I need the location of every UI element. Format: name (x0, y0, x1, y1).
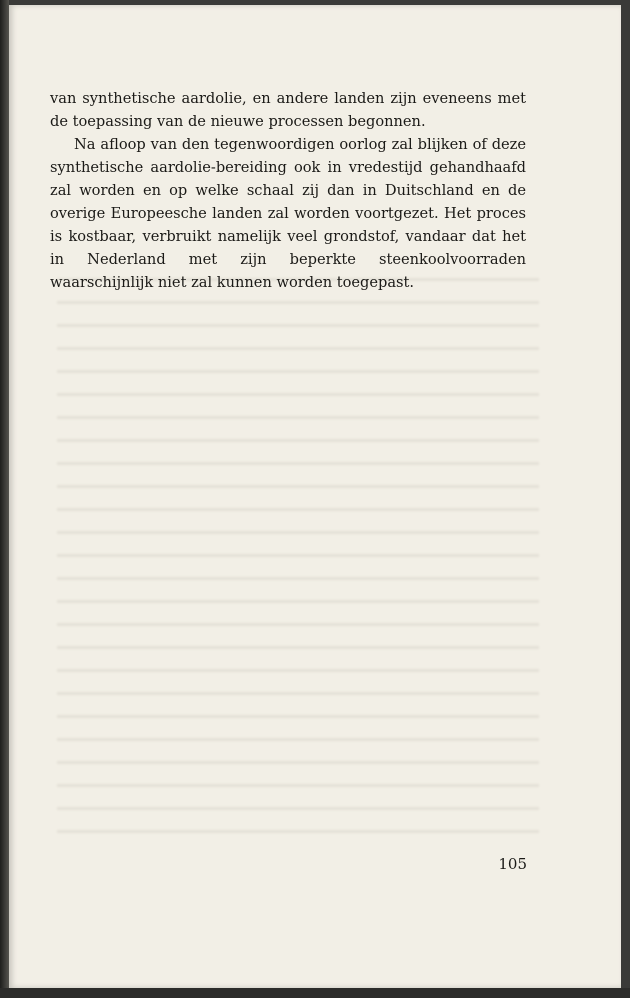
paragraph-2: Na afloop van den tegenwoordigen oorlog zal blijken of deze synthetische aardolie-bereiding ook in vredestijd gehandhaafd zal worden en op welke schaal zij dan in Duitschland en de overige Europeesche landen zal worden voortgezet. Het proces is kostbaar, verbruikt namelijk veel grondstof, vandaar dat het in Nederland met zijn beperkte steenkoolvoorraden waarschijnlijk niet zal kunnen worden toegepast. (50, 136, 526, 291)
scan-bottom-edge (0, 988, 630, 998)
body-text (50, 87, 526, 294)
book-gutter-edge (0, 0, 9, 998)
page-number: 105 (498, 855, 527, 873)
paragraph-1: van synthetische aardolie, en andere landen zijn eveneens met de toepassing van de nieuwe processen begonnen. (50, 90, 526, 130)
show-through-texture (57, 267, 539, 847)
